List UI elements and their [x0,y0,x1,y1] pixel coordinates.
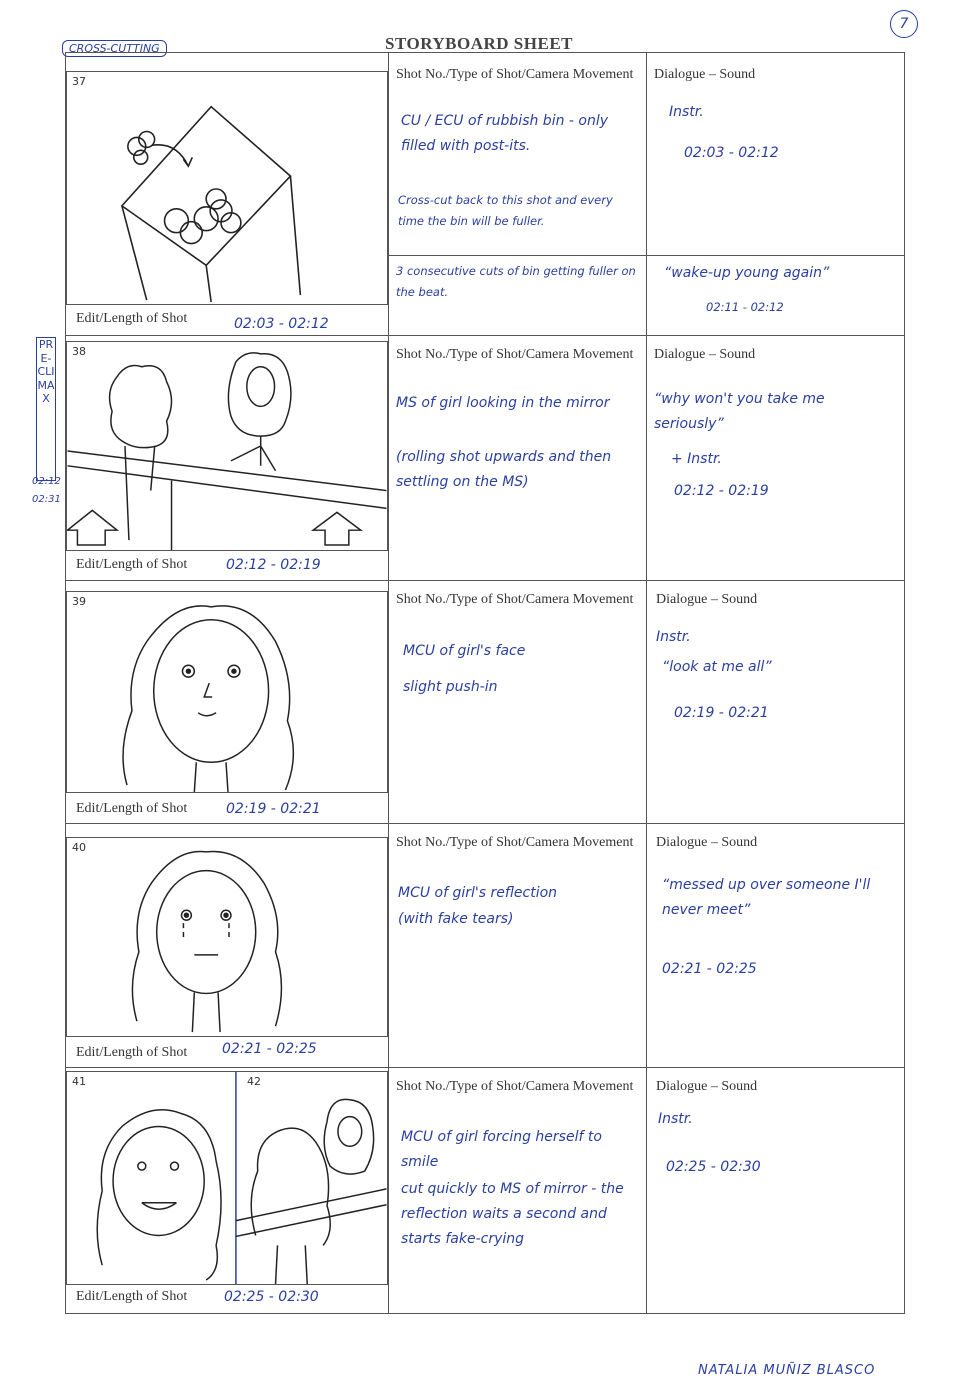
edit-length-label: Edit/Length of Shot [76,557,188,572]
shot-description: MCU of girl forcing herself to smile [401,1129,602,1170]
edit-length-value: 02:12 - 02:19 [226,557,321,573]
shot-header: Shot No./Type of Shot/Camera Movement [396,1079,634,1094]
frame-40 [66,837,388,1037]
shot-description: MS of girl looking in the mirror [396,395,610,411]
dialogue-subtext: “look at me all” [662,659,772,675]
dialogue-text: Instr. [656,629,691,645]
edit-length-value: 02:21 - 02:25 [222,1041,317,1057]
column-divider [388,53,389,1313]
rubbish-bin-sketch [67,72,387,304]
row-divider [66,335,904,336]
frame-37 [66,71,388,305]
edit-length-label: Edit/Length of Shot [76,311,188,326]
shot-note: Cross-cut back to this shot and every time the bin will be fuller. [398,193,613,228]
pre-climax-end-time: 02:31 [32,494,61,505]
row-divider [66,580,904,581]
dialogue-time: 02:03 - 02:12 [684,145,779,161]
edit-length-value: 02:25 - 02:30 [224,1289,319,1305]
dialogue-text: Instr. [658,1111,693,1127]
frame-38 [66,341,388,551]
row-divider [66,823,904,824]
edit-length-label: Edit/Length of Shot [76,1289,188,1304]
shot-header: Shot No./Type of Shot/Camera Movement [396,592,634,607]
row-divider [66,1067,904,1068]
shot-number: 39 [72,595,86,608]
row-subdivider [388,255,904,256]
girl-smile-mirror-sketch [67,1072,387,1284]
edit-length-label: Edit/Length of Shot [76,801,188,816]
dialogue-subtext: + Instr. [671,451,722,467]
frame-41-42 [66,1071,388,1285]
girl-mirror-sketch [67,342,387,550]
girl-reflection-sketch [67,838,387,1036]
shot-number: 40 [72,841,86,854]
shot-note: (rolling shot upwards and then settling on the MS) [396,449,612,490]
shot-description: MCU of girl's face [403,643,526,659]
cross-cutting-note: CROSS-CUTTING [62,40,167,57]
girl-face-sketch [67,592,387,792]
dialogue-text: “why won't you take me seriously” [654,391,825,432]
pre-climax-note: PRE-CLIMAX [36,337,56,481]
dialogue-time: 02:12 - 02:19 [674,483,769,499]
shot-number: 38 [72,345,86,358]
dialogue-header: Dialogue – Sound [654,67,756,82]
shot-note: cut quickly to MS of mirror - the reflection waits a second and starts fake-crying [401,1181,624,1247]
shot-header: Shot No./Type of Shot/Camera Movement [396,347,634,362]
dialogue-header: Dialogue – Sound [656,592,758,607]
pre-climax-start-time: 02:12 [32,476,61,487]
shot-description: CU / ECU of rubbish bin - only filled with post-its. [401,113,609,154]
column-divider [646,53,647,1313]
frame-39 [66,591,388,793]
dialogue-extra: “wake-up young again” [664,265,830,281]
shot-note: slight push-in [403,679,498,695]
edit-length-value: 02:19 - 02:21 [226,801,321,817]
dialogue-header: Dialogue – Sound [654,347,756,362]
page-number: 7 [890,10,918,38]
dialogue-header: Dialogue – Sound [656,835,758,850]
sheet-title: STORYBOARD SHEET [385,34,574,53]
shot-description: MCU of girl's reflection [398,885,558,901]
shot-extra-note: 3 consecutive cuts of bin getting fuller on the beat. [396,264,636,299]
edit-length-label: Edit/Length of Shot [76,1045,188,1060]
dialogue-text: “messed up over someone I'll never meet” [662,877,871,918]
shot-note: (with fake tears) [398,911,514,927]
author-name: NATALIA MUÑIZ BLASCO [698,1363,876,1378]
dialogue-time: 02:25 - 02:30 [666,1159,761,1175]
storyboard-grid [65,52,905,1314]
edit-length-value: 02:03 - 02:12 [234,316,329,332]
shot-number: 41 [72,1075,86,1088]
dialogue-time: 02:19 - 02:21 [674,705,769,721]
shot-number-b: 42 [247,1075,261,1088]
dialogue-header: Dialogue – Sound [656,1079,758,1094]
shot-header: Shot No./Type of Shot/Camera Movement [396,67,634,82]
dialogue-extra-time: 02:11 - 02:12 [706,300,784,314]
shot-number: 37 [72,75,86,88]
shot-header: Shot No./Type of Shot/Camera Movement [396,835,634,850]
dialogue-time: 02:21 - 02:25 [662,961,757,977]
dialogue-text: Instr. [669,104,704,120]
